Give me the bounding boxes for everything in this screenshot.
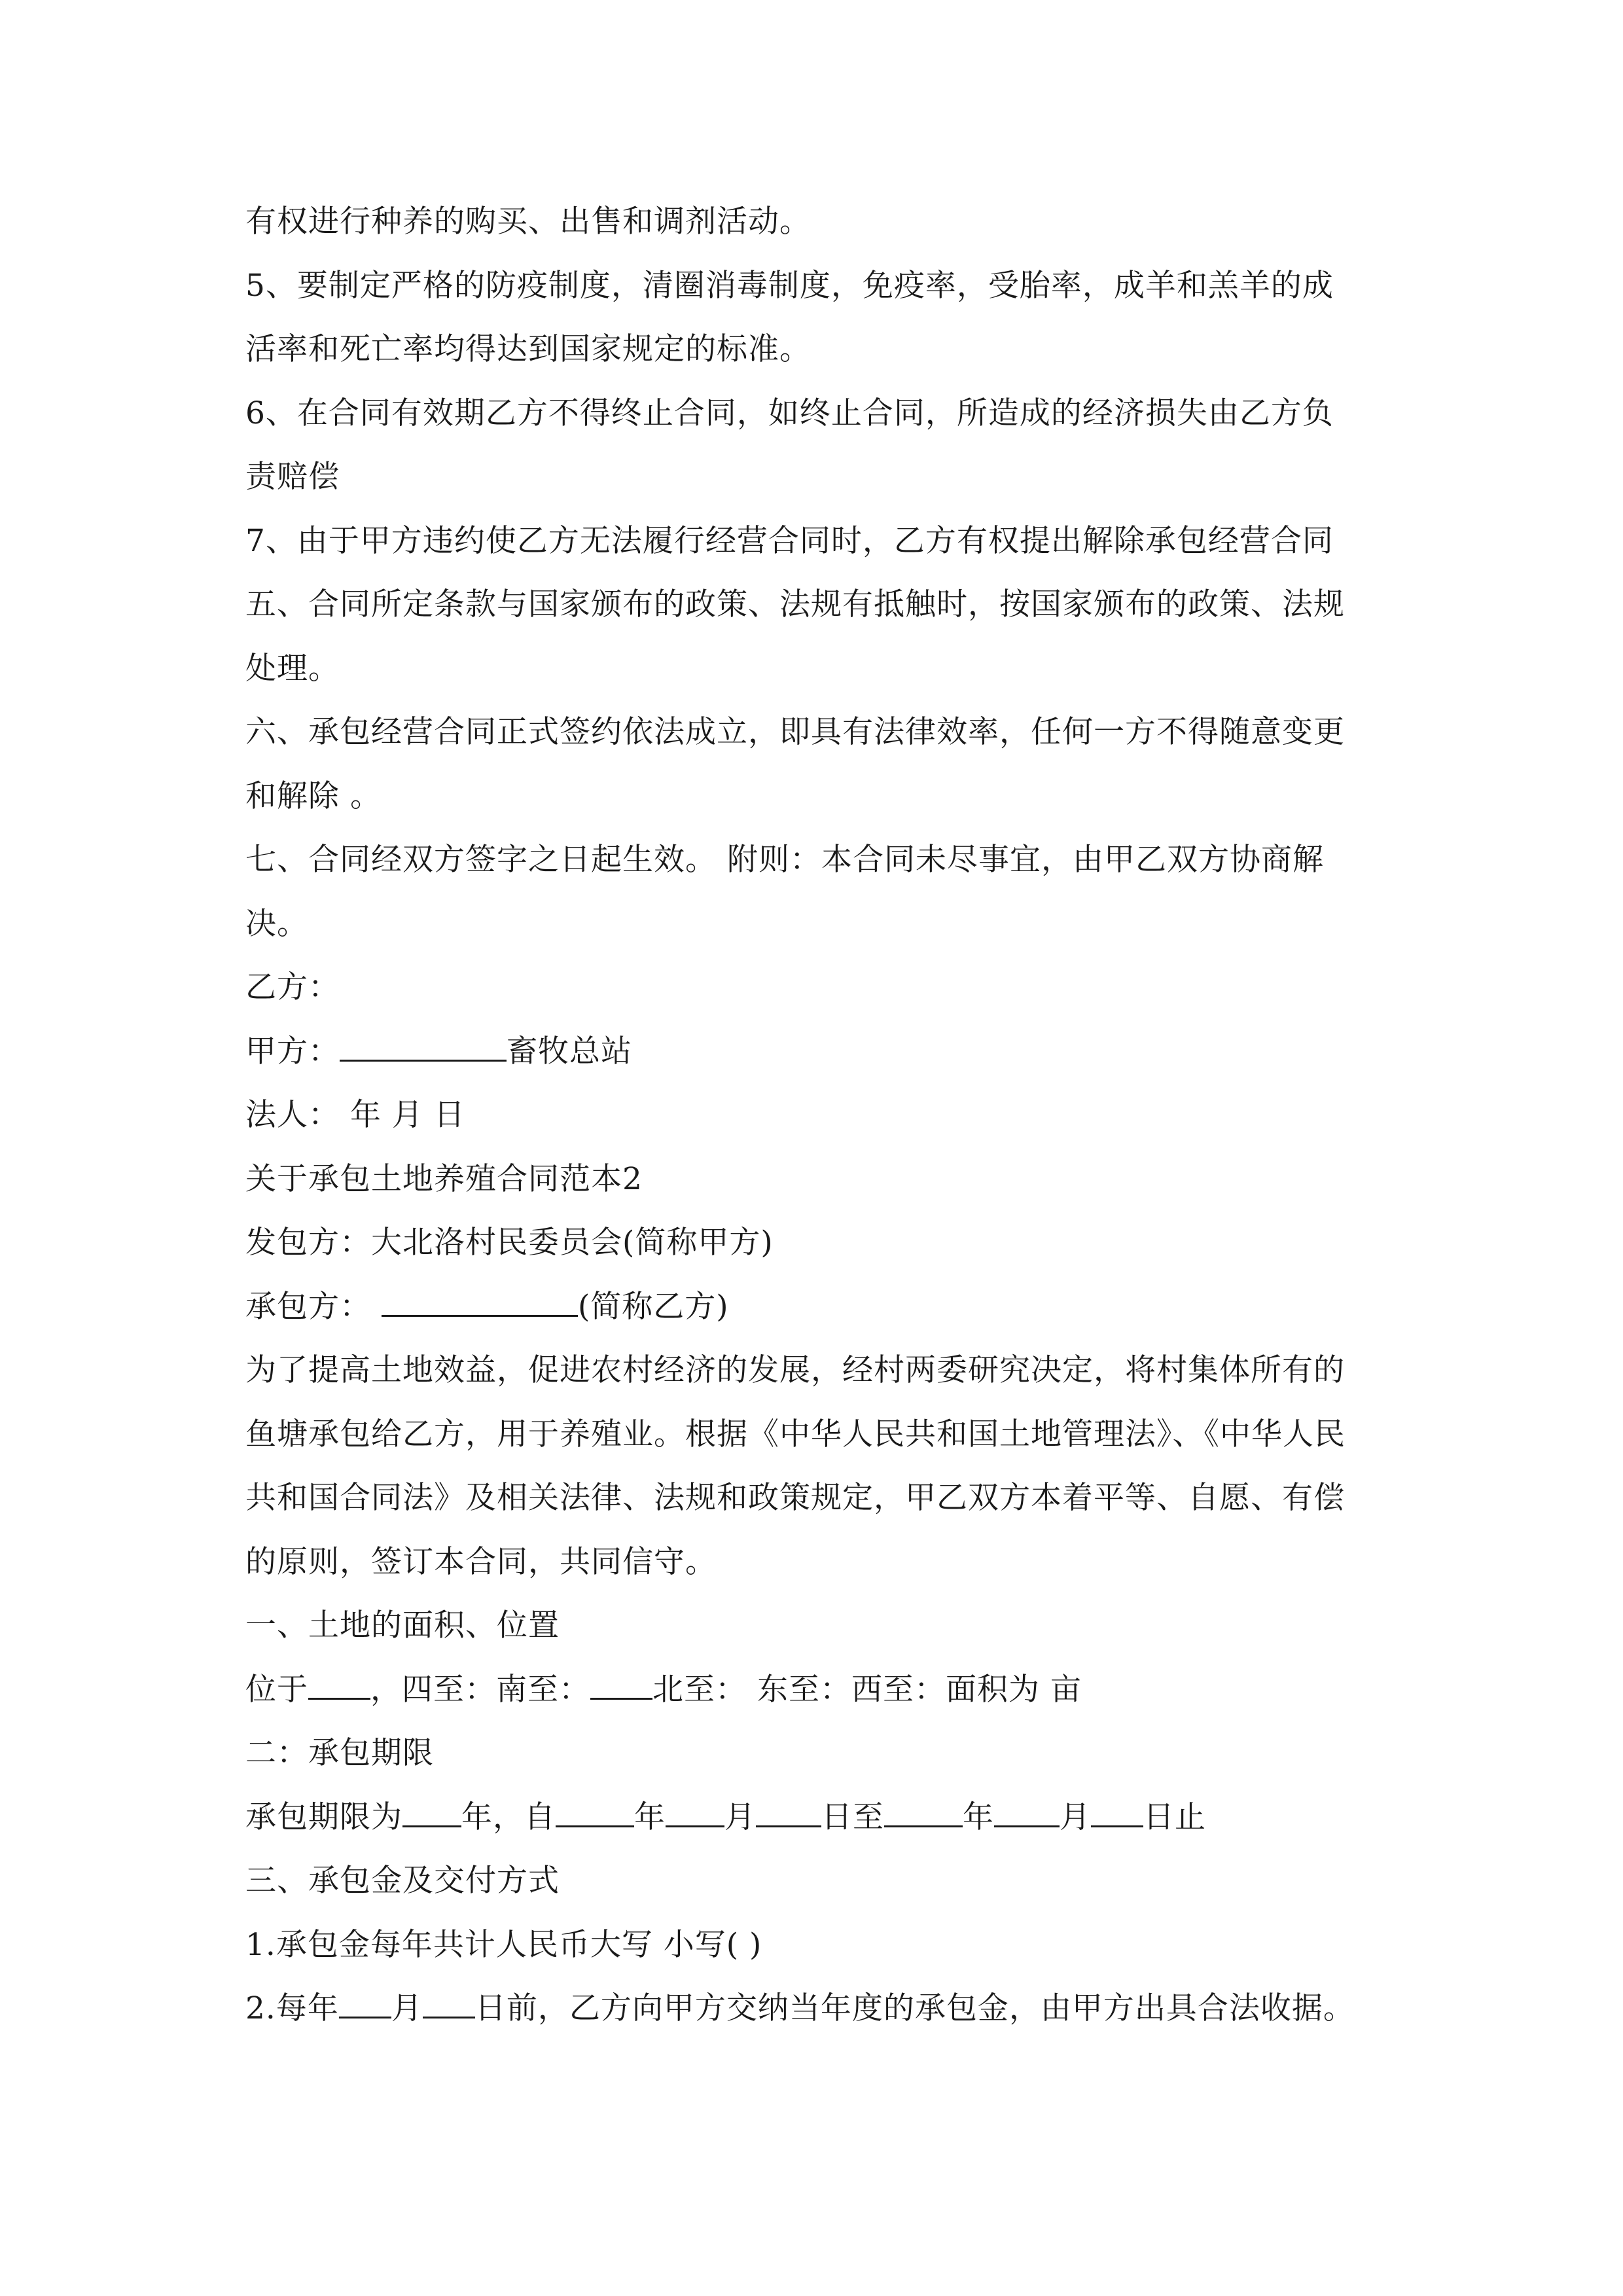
text-line: 鱼塘承包给乙方，用于养殖业。根据《中华人民共和国土地管理法》、《中华人民 — [245, 1416, 1346, 1452]
text-line: 共和国合同法》及相关法律、法规和政策规定，甲乙双方本着平等、自愿、有偿 — [245, 1480, 1345, 1516]
party-a-suffix: 畜牧总站 — [507, 1033, 632, 1069]
location-text: ，四至：南至： — [370, 1671, 590, 1708]
end-month-blank — [994, 1799, 1060, 1827]
payment-month-blank — [339, 1990, 391, 2018]
location-line — [245, 1658, 1397, 1722]
text-line: 为了提高土地效益，促进农村经济的发展，经村两委研究决定，将村集体所有的 — [245, 1352, 1345, 1388]
payment-amount-line: 1.承包金每年共计人民币大写 小写( ) — [245, 1926, 762, 1963]
text-line: 6、在合同有效期乙方不得终止合同，如终止合同，所造成的经济损失由乙方负 — [245, 395, 1334, 431]
text-line: 和解除 。 — [245, 778, 382, 814]
term-text: 日止 — [1143, 1799, 1206, 1835]
contractor-line — [245, 1275, 1397, 1339]
term-text: 年，自 — [461, 1799, 556, 1835]
payment-text: 2.每年 — [245, 1990, 339, 2026]
section-heading: 三、承包金及交付方式 — [245, 1863, 560, 1899]
term-line — [245, 1785, 1397, 1850]
text-line: 的原则，签订本合同，共同信守。 — [245, 1543, 717, 1580]
term-text: 年 — [634, 1799, 666, 1835]
term-text: 承包期限为 — [245, 1799, 402, 1835]
contract-title: 关于承包土地养殖合同范本2 — [245, 1160, 643, 1197]
text-line: 七、合同经双方签字之日起生效。 附则：本合同未尽事宜，由甲乙双方协商解 — [245, 842, 1324, 878]
contractor-suffix: (简称乙方) — [577, 1288, 729, 1325]
party-a-blank — [340, 1033, 507, 1062]
legal-person-line: 法人： 年 月 日 — [245, 1097, 465, 1133]
south-blank — [590, 1672, 652, 1700]
term-text: 月 — [724, 1799, 756, 1835]
start-day-blank — [756, 1799, 821, 1827]
term-text: 日至 — [821, 1799, 884, 1835]
term-text: 年 — [963, 1799, 994, 1835]
end-day-blank — [1091, 1799, 1143, 1827]
payment-text: 月 — [391, 1990, 423, 2026]
text-line: 7、由于甲方违约使乙方无法履行经营合同时，乙方有权提出解除承包经营合同 — [245, 522, 1334, 559]
text-line: 活率和死亡率均得达到国家规定的标准。 — [245, 331, 811, 367]
text-line: 责赔偿 — [245, 459, 340, 495]
location-text: 位于 — [245, 1671, 308, 1708]
term-years-blank — [402, 1799, 461, 1827]
contractor-prefix: 承包方： — [245, 1288, 382, 1325]
section-heading: 一、土地的面积、位置 — [245, 1607, 560, 1643]
location-blank — [308, 1672, 370, 1700]
payment-text: 日前，乙方向甲方交纳当年度的承包金，由甲方出具合法收据。 — [474, 1990, 1355, 2026]
text-line: 决。 — [245, 905, 308, 942]
location-text: 北至： 东至：西至：面积为 亩 — [652, 1671, 1082, 1708]
section-heading: 二：承包期限 — [245, 1735, 434, 1771]
party-b-label: 乙方： — [245, 969, 340, 1005]
payment-day-blank — [423, 1990, 475, 2018]
issuer-line: 发包方：大北洛村民委员会(简称甲方) — [245, 1225, 774, 1261]
text-line: 五、合同所定条款与国家颁布的政策、法规有抵触时，按国家颁布的政策、法规 — [245, 586, 1345, 622]
text-line: 六、承包经营合同正式签约依法成立，即具有法律效率，任何一方不得随意变更 — [245, 714, 1345, 750]
term-text: 月 — [1060, 1799, 1091, 1835]
party-a-line — [245, 1020, 1397, 1084]
document-body — [245, 190, 1397, 2041]
text-line: 有权进行种养的购买、出售和调剂活动。 — [245, 204, 811, 240]
text-line: 5、要制定严格的防疫制度，清圈消毒制度，免疫率，受胎率，成羊和羔羊的成 — [245, 267, 1334, 304]
text-line: 处理。 — [245, 650, 340, 687]
start-month-blank — [666, 1799, 724, 1827]
contractor-blank — [382, 1289, 578, 1317]
party-a-prefix: 甲方： — [245, 1033, 340, 1069]
end-year-blank — [884, 1799, 963, 1827]
payment-date-line — [245, 1977, 1397, 2041]
start-year-blank — [556, 1799, 634, 1827]
